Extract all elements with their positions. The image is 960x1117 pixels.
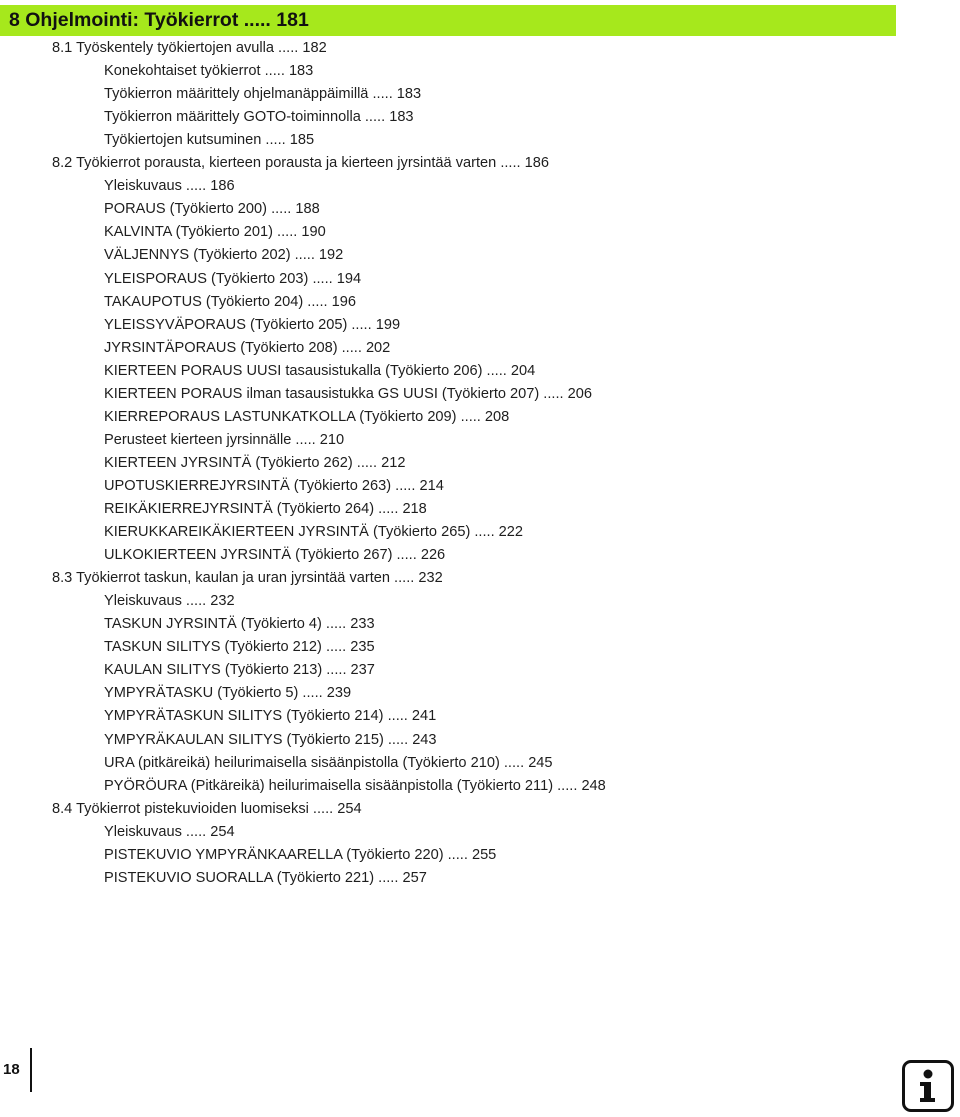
toc-subsection-entry[interactable]: Konekohtaiset työkierrot ..... 183 [104, 63, 314, 80]
toc-subsection-entry[interactable]: TAKAUPOTUS (Työkierto 204) ..... 196 [104, 293, 356, 310]
toc-subsection-entry[interactable]: JYRSINTÄPORAUS (Työkierto 208) ..... 202 [104, 339, 391, 356]
toc-subsection-entry[interactable]: KIERREPORAUS LASTUNKATKOLLA (Työkierto 209) ..... 208 [104, 408, 510, 425]
toc-subsection-entry[interactable]: Yleiskuvaus ..... 186 [104, 178, 235, 195]
info-icon [902, 1060, 954, 1112]
toc-subsection-entry[interactable]: Työkierron määrittely GOTO-toiminnolla ..... 183 [104, 109, 414, 126]
toc-subsection-entry[interactable]: REIKÄKIERREJYRSINTÄ (Työkierto 264) ..... 218 [104, 501, 427, 517]
toc-subsection-entry[interactable]: PISTEKUVIO YMPYRÄNKAARELLA (Työkierto 220) ..... 255 [104, 846, 497, 863]
toc-subsection-entry[interactable]: YMPYRÄKAULAN SILITYS (Työkierto 215) ..... 243 [104, 731, 437, 748]
toc-subsection-entry[interactable]: YMPYRÄTASKU (Työkierto 5) ..... 239 [104, 685, 352, 702]
toc-section-entry[interactable]: 8.1 Työskentely työkiertojen avulla ..... 182 [52, 40, 327, 56]
toc-subsection-entry[interactable]: Työkierron määrittely ohjelmanäppäimillä ..... 183 [104, 86, 422, 103]
toc-subsection-entry[interactable]: KIERTEEN PORAUS ilman tasausistukka GS UUSI (Työkierto 207) ..... 206 [104, 385, 592, 402]
toc-subsection-entry[interactable]: KIERTEEN PORAUS UUSI tasausistukalla (Työkierto 206) ..... 204 [104, 362, 536, 379]
toc-subsection-entry[interactable]: PYÖRÖURA (Pitkäreikä) heilurimaisella sisäänpistolla (Työkierto 211) ..... 248 [104, 777, 606, 794]
toc-subsection-entry[interactable]: Työkiertojen kutsuminen ..... 185 [104, 132, 315, 149]
toc-subsection-entry[interactable]: YLEISSYVÄPORAUS (Työkierto 205) ..... 199 [104, 316, 401, 333]
toc-subsection-entry[interactable]: TASKUN JYRSINTÄ (Työkierto 4) ..... 233 [104, 616, 375, 633]
toc-subsection-entry[interactable]: Yleiskuvaus ..... 254 [104, 823, 235, 840]
toc-subsection-entry[interactable]: Perusteet kierteen jyrsinnälle ..... 210 [104, 431, 345, 448]
toc-subsection-entry[interactable]: Yleiskuvaus ..... 232 [104, 593, 235, 610]
toc-subsection-entry[interactable]: KIERTEEN JYRSINTÄ (Työkierto 262) ..... 212 [104, 454, 406, 471]
toc-section-entry[interactable]: 8.2 Työkierrot porausta, kierteen porausta ja kierteen jyrsintää varten ..... 186 [52, 155, 549, 172]
toc-subsection-entry[interactable]: KALVINTA (Työkierto 201) ..... 190 [104, 224, 326, 241]
page-number: 18 [3, 1061, 20, 1078]
toc-subsection-entry[interactable]: PISTEKUVIO SUORALLA (Työkierto 221) ..... 257 [104, 869, 427, 886]
toc-subsection-entry[interactable]: URA (pitkäreikä) heilurimaisella sisäänpistolla (Työkierto 210) ..... 245 [104, 754, 553, 771]
toc-section-entry[interactable]: 8.3 Työkierrot taskun, kaulan ja uran jyrsintää varten ..... 232 [52, 570, 443, 587]
toc-subsection-entry[interactable]: PORAUS (Työkierto 200) ..... 188 [104, 201, 320, 218]
toc-subsection-entry[interactable]: YMPYRÄTASKUN SILITYS (Työkierto 214) ..... 241 [104, 708, 437, 725]
toc-subsection-entry[interactable]: KIERUKKAREIKÄKIERTEEN JYRSINTÄ (Työkierto 265) ..... 222 [104, 524, 524, 541]
toc-subsection-entry[interactable]: UPOTUSKIERREJYRSINTÄ (Työkierto 263) ..... 214 [104, 477, 444, 494]
toc-section-entry[interactable]: 8.4 Työkierrot pistekuvioiden luomiseksi ..... 254 [52, 800, 362, 817]
toc-subsection-entry[interactable]: YLEISPORAUS (Työkierto 203) ..... 194 [104, 270, 362, 287]
toc-subsection-entry[interactable]: ULKOKIERTEEN JYRSINTÄ (Työkierto 267) ..... 226 [104, 547, 446, 564]
toc-subsection-entry[interactable]: KAULAN SILITYS (Työkierto 213) ..... 237 [104, 662, 375, 679]
chapter-title[interactable]: 8 Ohjelmointi: Työkierrot ..... 181 [9, 9, 309, 31]
page-number-box [0, 1048, 32, 1092]
toc-subsection-entry[interactable]: TASKUN SILITYS (Työkierto 212) ..... 235 [104, 639, 375, 656]
chapter-header-bar [0, 5, 896, 36]
toc-subsection-entry[interactable]: VÄLJENNYS (Työkierto 202) ..... 192 [104, 247, 344, 264]
